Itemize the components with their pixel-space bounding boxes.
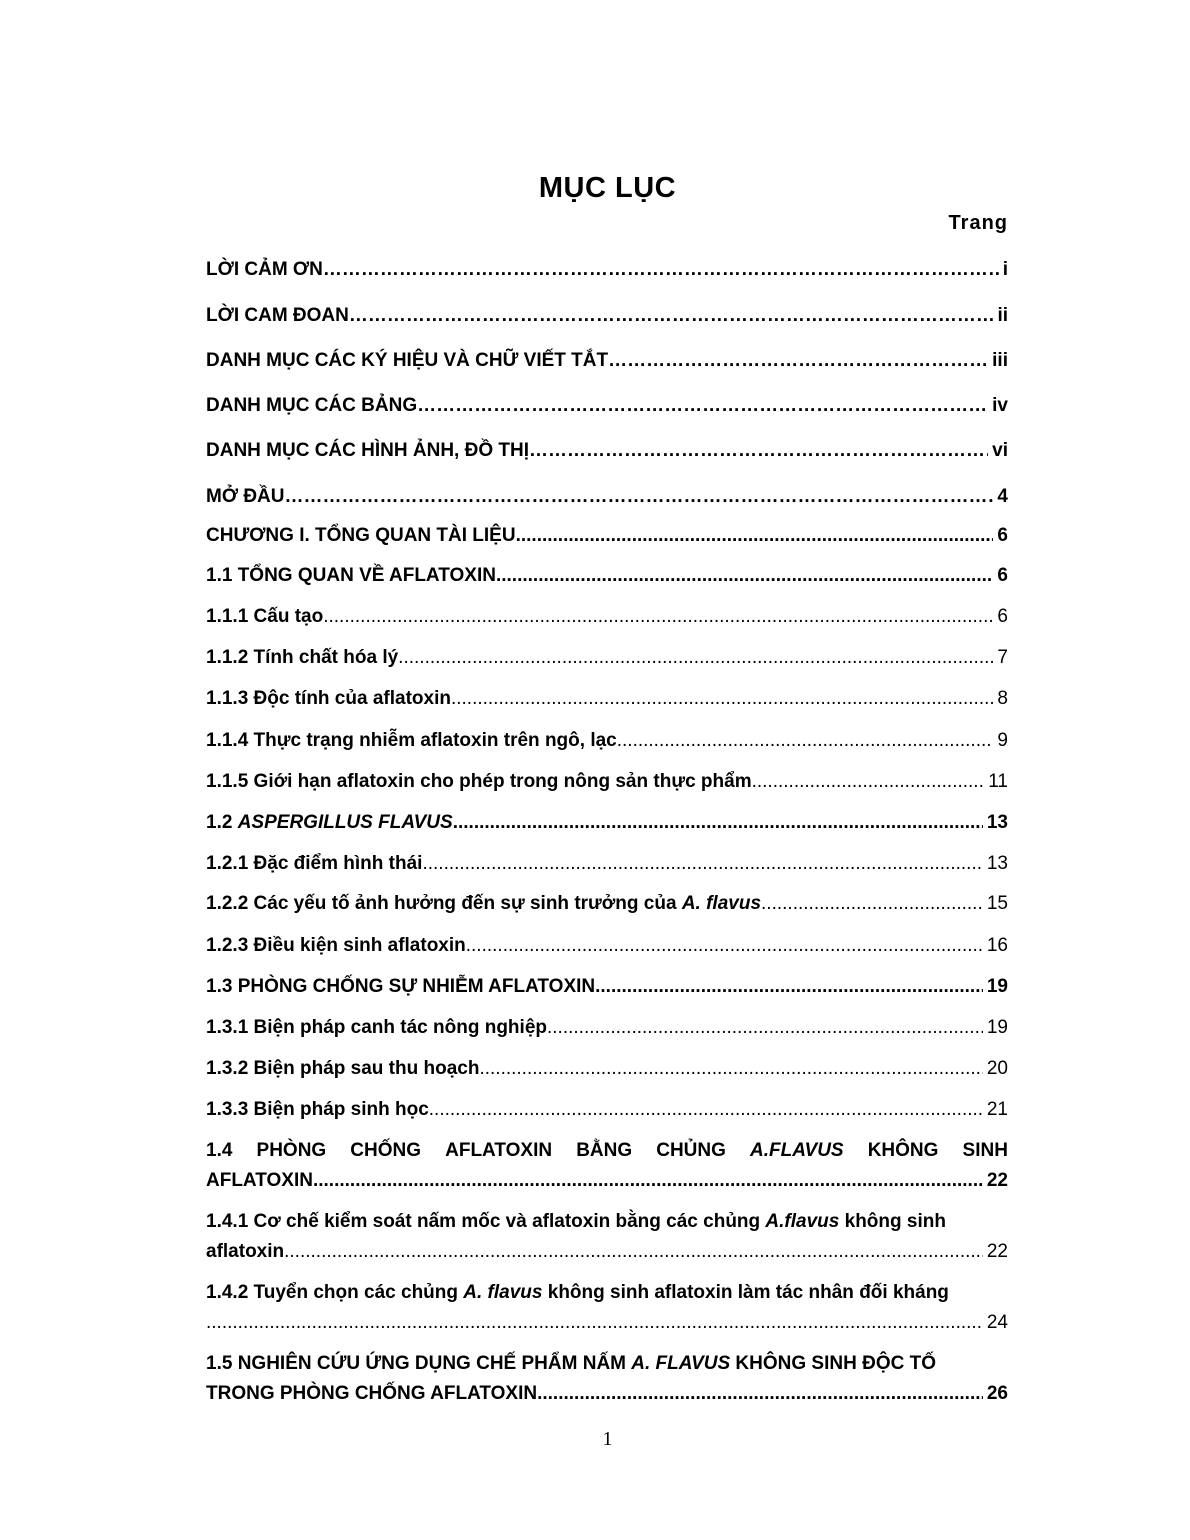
toc-entry-page: vi: [992, 440, 1008, 461]
toc-entry-page: 15: [986, 893, 1008, 914]
dot-leader: [466, 934, 983, 958]
label-part: 1.5 NGHIÊN CỨU ỨNG DỤNG CHẾ PHẨM NẤM: [206, 1353, 632, 1374]
toc-entry-page: 8: [997, 688, 1008, 709]
label-italic: ASPERGILLUS FLAVUS: [237, 812, 453, 833]
toc-entry-label: CHƯƠNG I. TỔNG QUAN TÀI LIỆU: [206, 525, 516, 546]
toc-entry-page: i: [1002, 259, 1008, 280]
dot-leader: [206, 1311, 983, 1335]
dot-leader: [516, 524, 994, 548]
toc-entry-page: 13: [986, 812, 1008, 833]
toc-entry-label: 1.3.2 Biện pháp sau thu hoạch: [206, 1058, 480, 1079]
toc-entry[interactable]: [206, 439, 1008, 463]
toc-entry[interactable]: [206, 892, 1008, 916]
dot-leader: [617, 729, 994, 753]
dot-leader: [313, 1169, 983, 1193]
label-prefix: 1.2.2 Các yếu tố ảnh hưởng đến sự sinh trưởng của: [206, 893, 682, 914]
dot-leader: [323, 605, 993, 629]
toc-entry-label: LỜI CAM ĐOAN: [206, 305, 349, 326]
toc-entry-label: 1.3.3 Biện pháp sinh học: [206, 1099, 429, 1120]
toc-entry-label: DANH MỤC CÁC KÝ HIỆU VÀ CHỮ VIẾT TẮT: [206, 350, 609, 371]
toc-entry[interactable]: [206, 646, 1008, 670]
toc-entry-label: aflatoxin: [206, 1241, 285, 1262]
toc-entry-label: 1.1.4 Thực trạng nhiễm aflatoxin trên ngô, lạc: [206, 730, 617, 751]
toc-entry-line2: [206, 1382, 1008, 1406]
page-column-label: Trang: [948, 212, 1008, 234]
toc-entry-line1: [206, 1139, 1008, 1163]
toc-entry-label: [206, 1281, 949, 1305]
dot-leader: [761, 892, 983, 916]
toc-entry[interactable]: [206, 605, 1008, 629]
toc-entry-label: [206, 1352, 936, 1376]
toc-entry-page: 6: [997, 525, 1008, 546]
toc-entry-label: 1.1.1 Cấu tạo: [206, 606, 324, 627]
toc-entry[interactable]: [206, 304, 1008, 328]
toc-entry-label: 1.1.2 Tính chất hóa lý: [206, 647, 399, 668]
label-part: không sinh: [839, 1211, 946, 1232]
toc-entry-page: 19: [986, 976, 1008, 997]
label-part: 1.4.2 Tuyển chọn các chủng: [206, 1282, 464, 1303]
label-prefix: 1.2: [206, 812, 238, 833]
toc-entry-label: LỜI CẢM ƠN: [206, 259, 323, 280]
toc-entry[interactable]: [206, 485, 1008, 509]
label-part: không sinh aflatoxin làm tác nhân đối kháng: [542, 1282, 949, 1303]
toc-entry[interactable]: [206, 258, 1008, 282]
dot-leader: [398, 646, 993, 670]
dot-leader: [479, 1057, 982, 1081]
dot-leader: [496, 564, 993, 588]
toc-entry-page: 24: [986, 1312, 1008, 1333]
toc-entry-label: MỞ ĐẦU: [206, 486, 285, 507]
toc-entry[interactable]: [206, 687, 1008, 711]
toc-entry-line1: [206, 1352, 1008, 1376]
toc-entry-page: 4: [997, 486, 1008, 507]
toc-entry-page: 6: [997, 606, 1008, 627]
dot-leader: [608, 349, 988, 373]
toc-entry-label: 1.1.3 Độc tính của aflatoxin: [206, 688, 451, 709]
toc-entry-page: 26: [986, 1383, 1008, 1404]
toc-entry-page: 7: [997, 647, 1008, 668]
toc-entry-label: [206, 811, 453, 835]
dot-leader: [429, 1098, 983, 1122]
dot-leader: [547, 1016, 983, 1040]
toc-entry-page: iii: [992, 350, 1008, 371]
toc-entry[interactable]: [206, 729, 1008, 753]
toc-entry[interactable]: [206, 394, 1008, 418]
toc-entry-label: 1.2.1 Đặc điểm hình thái: [206, 853, 423, 874]
toc-entry[interactable]: [206, 770, 1008, 794]
label-part: KHÔNG SINH ĐỘC TỐ: [730, 1353, 936, 1374]
toc-entry[interactable]: [206, 934, 1008, 958]
toc-entry-page: 11: [988, 771, 1008, 792]
toc-entry-label: 1.1 TỔNG QUAN VỀ AFLATOXIN: [206, 565, 496, 586]
toc-entry-label: TRONG PHÒNG CHỐNG AFLATOXIN: [206, 1383, 538, 1404]
label-italic: A.flavus: [765, 1211, 840, 1232]
word: CHỦNG: [656, 1140, 726, 1161]
label-italic: A. flavus: [463, 1282, 543, 1303]
toc-entry[interactable]: [206, 852, 1008, 876]
toc-entry-page: ii: [997, 305, 1008, 326]
word: CHỐNG: [350, 1140, 422, 1161]
toc-entry-page: 19: [986, 1017, 1008, 1038]
toc-entry[interactable]: [206, 1098, 1008, 1122]
dot-leader: [323, 258, 999, 282]
toc-entry[interactable]: [206, 811, 1008, 835]
toc-entry-page: 6: [997, 565, 1008, 586]
toc-entry-page: 20: [986, 1058, 1008, 1079]
toc-entry-label: 1.3.1 Biện pháp canh tác nông nghiệp: [206, 1017, 547, 1038]
dot-leader: [451, 687, 993, 711]
page-number: 1: [602, 1428, 613, 1450]
toc-entry-label: AFLATOXIN: [206, 1170, 313, 1191]
word: AFLATOXIN: [445, 1140, 553, 1161]
label-italic: A. FLAVUS: [631, 1353, 731, 1374]
dot-leader: [422, 852, 982, 876]
toc-entry-label: [206, 1210, 946, 1234]
toc-entry-line2: [206, 1240, 1008, 1264]
dot-leader: [417, 394, 988, 418]
dot-leader: [537, 1382, 983, 1406]
toc-entry-label: DANH MỤC CÁC HÌNH ẢNH, ĐỒ THỊ: [206, 440, 529, 461]
word: 1.4: [206, 1140, 233, 1161]
toc-entry-page: 9: [997, 730, 1008, 751]
label-part: 1.4.1 Cơ chế kiểm soát nấm mốc và aflatoxin bằng các chủng: [206, 1211, 766, 1232]
word: KHÔNG: [867, 1140, 939, 1161]
toc-entry-line1: [206, 1210, 1008, 1234]
toc-entry-label: 1.3 PHÒNG CHỐNG SỰ NHIỄM AFLATOXIN: [206, 976, 596, 997]
toc-entry-label: DANH MỤC CÁC BẢNG: [206, 395, 418, 416]
toc-entry[interactable]: [206, 564, 1008, 588]
toc-entry-page: iv: [992, 395, 1008, 416]
toc-entry[interactable]: [206, 1057, 1008, 1081]
dot-leader: [349, 304, 994, 328]
dot-leader: [529, 439, 988, 463]
toc-entry-page: 21: [986, 1099, 1008, 1120]
page-title: MỤC LỤC: [538, 172, 677, 204]
toc-entry-page: 16: [986, 935, 1008, 956]
word: BẰNG: [576, 1140, 633, 1161]
word: SINH: [962, 1140, 1008, 1161]
toc-entry[interactable]: [206, 524, 1008, 548]
toc-entry-line2: [206, 1311, 1008, 1335]
toc-entry-label: 1.2.3 Điều kiện sinh aflatoxin: [206, 935, 466, 956]
toc-entry-page: 22: [986, 1241, 1008, 1262]
word: PHÒNG: [256, 1140, 327, 1161]
toc-entry-line1: [206, 1281, 1008, 1305]
dot-leader: [284, 485, 993, 509]
label-italic: A. flavus: [681, 893, 762, 914]
dot-leader: [284, 1240, 983, 1264]
toc-entry-page: 22: [986, 1170, 1008, 1191]
toc-entry-page: 13: [986, 853, 1008, 874]
toc-entry[interactable]: [206, 1016, 1008, 1040]
toc-entry-line2: [206, 1169, 1008, 1193]
toc-entry-label: 1.1.5 Giới hạn aflatoxin cho phép trong nông sản thực phẩm: [206, 771, 752, 792]
dot-leader: [453, 811, 983, 835]
dot-leader: [595, 975, 983, 999]
toc-entry[interactable]: [206, 349, 1008, 373]
toc-entry-label: [206, 892, 761, 916]
word-italic: A.FLAVUS: [750, 1140, 844, 1161]
toc-entry[interactable]: [206, 975, 1008, 999]
dot-leader: [752, 770, 985, 794]
